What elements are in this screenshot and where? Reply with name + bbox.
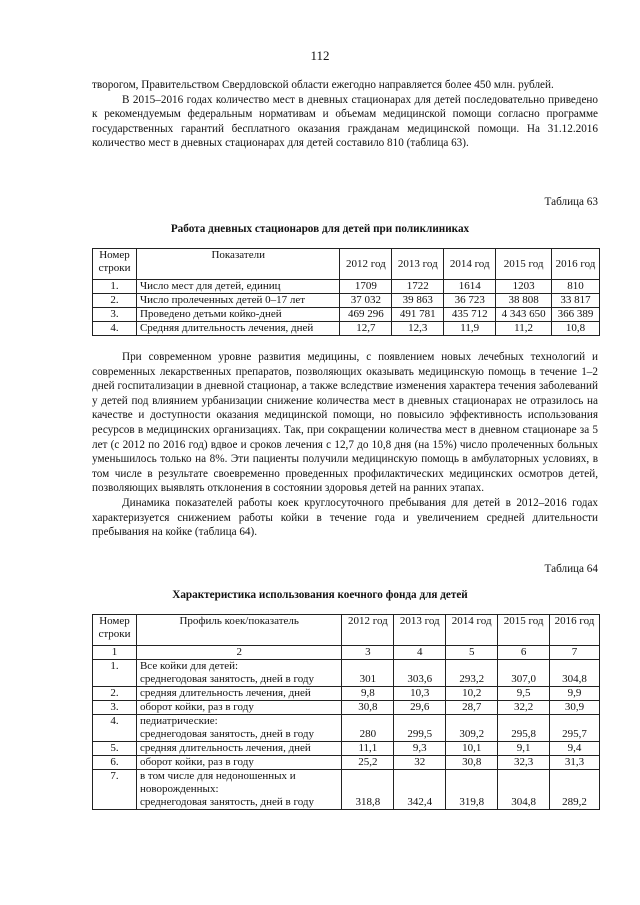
table63-header: 2016 год — [552, 249, 600, 280]
table-cell: 1709 — [340, 280, 392, 294]
table-cell: 303,6 — [394, 660, 446, 687]
column-number: 6 — [498, 646, 550, 660]
table-cell: 12,3 — [392, 322, 444, 336]
table63-header: Номер строки — [93, 249, 137, 280]
table-cell: 25,2 — [342, 756, 394, 770]
table-cell: 10,1 — [446, 742, 498, 756]
table-cell: 301 — [342, 660, 394, 687]
table-cell — [136, 701, 341, 715]
row-name-line: среднегодовая занятость, дней в году — [139, 796, 314, 808]
table-cell: 32,2 — [498, 701, 550, 715]
table-cell: 32,3 — [498, 756, 550, 770]
table-cell: 810 — [552, 280, 600, 294]
row-name-line: среднегодовая занятость, дней в году — [139, 728, 314, 740]
table-cell: 10,8 — [552, 322, 600, 336]
table-cell: 318,8 — [342, 770, 394, 810]
table64-header: 2013 год — [394, 615, 446, 646]
column-number: 5 — [446, 646, 498, 660]
table-cell: Проведено детьми койко-дней — [136, 308, 339, 322]
table-cell: 10,2 — [446, 687, 498, 701]
row-name-line: новорожденных: — [139, 783, 219, 795]
table-cell: 7. — [93, 770, 137, 810]
table-row — [93, 294, 600, 308]
table-cell: 11,2 — [496, 322, 552, 336]
intro-paragraph-2: В 2015–2016 годах количество мест в дневных стационарах для детей последовательно приведено к рекомендуемым федеральным нормативам и объемам медицинской помощи согласно программе государственных гарантий бесплатного оказания гражданам медицинской помощи. На 31.12.2016 количество мест в дневных стационарах для детей составило 810 (таблица 63). — [92, 93, 598, 150]
table64 — [92, 614, 600, 810]
table63-header: 2012 год — [340, 249, 392, 280]
intro-paragraph-1: творогом, Правительством Свердловской области ежегодно направляется более 450 млн. рублей. — [92, 79, 554, 91]
table-row — [93, 322, 600, 336]
table-row — [93, 308, 600, 322]
table-row — [93, 280, 600, 294]
table-cell: 4. — [93, 715, 137, 742]
table-cell: 289,2 — [550, 770, 600, 810]
table-cell: 309,2 — [446, 715, 498, 742]
table-cell: 319,8 — [446, 770, 498, 810]
table-cell: 37 032 — [340, 294, 392, 308]
table-cell: 9,1 — [498, 742, 550, 756]
table-cell: 1. — [93, 660, 137, 687]
row-name-line: среднегодовая занятость, дней в году — [139, 673, 314, 685]
table-cell: 12,7 — [340, 322, 392, 336]
table63-header-row — [93, 249, 600, 280]
column-number: 1 — [93, 646, 137, 660]
table-cell: 31,3 — [550, 756, 600, 770]
table-cell — [136, 715, 341, 742]
table64-column-numbers — [93, 646, 600, 660]
row-name-line: оборот койки, раз в году — [139, 756, 254, 768]
table64-header: 2015 год — [498, 615, 550, 646]
column-number: 4 — [394, 646, 446, 660]
table-cell: 280 — [342, 715, 394, 742]
table-cell: 38 808 — [496, 294, 552, 308]
table-cell: 9,5 — [498, 687, 550, 701]
row-name-line: оборот койки, раз в году — [139, 701, 254, 713]
table-cell: 39 863 — [392, 294, 444, 308]
table64-header-row — [93, 615, 600, 646]
table-cell: 30,8 — [342, 701, 394, 715]
table-row — [93, 687, 600, 701]
table-cell: 3. — [93, 701, 137, 715]
table-row — [93, 770, 600, 810]
row-name-line: средняя длительность лечения, дней — [139, 687, 311, 699]
table-cell: 11,9 — [444, 322, 496, 336]
table-cell: 30,9 — [550, 701, 600, 715]
table-cell: 4. — [93, 322, 137, 336]
table64-header: 2016 год — [550, 615, 600, 646]
table-cell: 304,8 — [550, 660, 600, 687]
table63-header: 2014 год — [444, 249, 496, 280]
table-cell: 11,1 — [342, 742, 394, 756]
table-cell: 293,2 — [446, 660, 498, 687]
table-cell: 1614 — [444, 280, 496, 294]
table-cell: 304,8 — [498, 770, 550, 810]
table-cell: 36 723 — [444, 294, 496, 308]
page-number: 112 — [310, 48, 330, 63]
row-name-line: в том числе для недоношенных и — [139, 770, 296, 782]
middle-text — [92, 350, 598, 540]
table-cell: 10,3 — [394, 687, 446, 701]
table-cell: 9,9 — [550, 687, 600, 701]
table64-label: Таблица 64 — [544, 563, 598, 575]
table-cell: 33 817 — [552, 294, 600, 308]
table63-title: Работа дневных стационаров для детей при поликлиниках — [170, 223, 470, 235]
table64-header: Номер строки — [93, 615, 137, 646]
table-cell: 30,8 — [446, 756, 498, 770]
row-name-line: педиатрические: — [139, 715, 218, 727]
table63-header: Показатели — [136, 249, 339, 280]
table-cell: 29,6 — [394, 701, 446, 715]
table-cell: 3. — [93, 308, 137, 322]
table-cell: 469 296 — [340, 308, 392, 322]
table-row — [93, 660, 600, 687]
table-cell: 299,5 — [394, 715, 446, 742]
table-cell: 295,8 — [498, 715, 550, 742]
table-cell: 2. — [93, 687, 137, 701]
intro-text — [92, 78, 598, 151]
table-cell: 9,3 — [394, 742, 446, 756]
table-cell: 2. — [93, 294, 137, 308]
middle-paragraph-2: Динамика показателей работы коек круглосуточного пребывания для детей в 2012–2016 годах характеризуется снижением работы койки в течение года и увеличением средней длительности пребывания на койке (таблица 64). — [92, 496, 598, 539]
table-cell — [136, 742, 341, 756]
table-row — [93, 742, 600, 756]
table64-header: 2012 год — [342, 615, 394, 646]
column-number: 2 — [136, 646, 341, 660]
table-cell — [136, 687, 341, 701]
table-cell: Средняя длительность лечения, дней — [136, 322, 339, 336]
table-cell — [136, 756, 341, 770]
table64-header: 2014 год — [446, 615, 498, 646]
table63-label: Таблица 63 — [544, 196, 598, 208]
table-cell: Число пролеченных детей 0–17 лет — [136, 294, 339, 308]
table63-header: 2015 год — [496, 249, 552, 280]
table-cell: 9,8 — [342, 687, 394, 701]
table-cell: 28,7 — [446, 701, 498, 715]
table-cell: 295,7 — [550, 715, 600, 742]
table-cell: 5. — [93, 742, 137, 756]
middle-paragraph-1: При современном уровне развития медицины, с появлением новых лечебных технологий и современных лекарственных препаратов, позволяющих оказывать медицинскую помощь в течение 1–2 дней госпитализации в дневной стационар, а также вследствие изменения характера течения заболеваний у детей под влиянием урбанизации снижение количества мест в дневных стационарах не отразилось на качестве и доступности оказания медицинской помощи, но повысило эффективность использования ресурсов в медицинских организациях. Так, при сокращении количества мест в дневном стационаре за 5 лет (с 2012 по 2016 год) вдвое и сроков лечения с 12,7 до 10,8 дня (на 15%) число пролеченных больных уменьшилось только на 8%. Эти пациенты получили медицинскую помощь в амбулаторных условиях, в том числе в результате своевременно проведенных профилактических медицинских осмотров детей, позволяющих выявлять отклонения в состоянии здоровья детей на ранних этапах. — [92, 351, 598, 495]
table63-header: 2013 год — [392, 249, 444, 280]
table-cell: 32 — [394, 756, 446, 770]
table-cell: 1722 — [392, 280, 444, 294]
table63 — [92, 248, 600, 336]
table-cell: 307,0 — [498, 660, 550, 687]
column-number: 3 — [342, 646, 394, 660]
table-cell: 1203 — [496, 280, 552, 294]
table-cell: 4 343 650 — [496, 308, 552, 322]
table-row — [93, 701, 600, 715]
table-cell: Число мест для детей, единиц — [136, 280, 339, 294]
column-number: 7 — [550, 646, 600, 660]
row-name-line: средняя длительность лечения, дней — [139, 742, 311, 754]
table-cell: 491 781 — [392, 308, 444, 322]
table-cell: 1. — [93, 280, 137, 294]
table-cell — [136, 660, 341, 687]
table-cell — [136, 770, 341, 810]
table-cell: 6. — [93, 756, 137, 770]
table-row — [93, 756, 600, 770]
table64-header: Профиль коек/показатель — [136, 615, 341, 646]
row-name-line: Все койки для детей: — [139, 660, 239, 672]
table-cell: 342,4 — [394, 770, 446, 810]
table-cell: 9,4 — [550, 742, 600, 756]
table-cell: 366 389 — [552, 308, 600, 322]
table-cell: 435 712 — [444, 308, 496, 322]
table-row — [93, 715, 600, 742]
table64-title: Характеристика использования коечного фонда для детей — [172, 589, 468, 601]
